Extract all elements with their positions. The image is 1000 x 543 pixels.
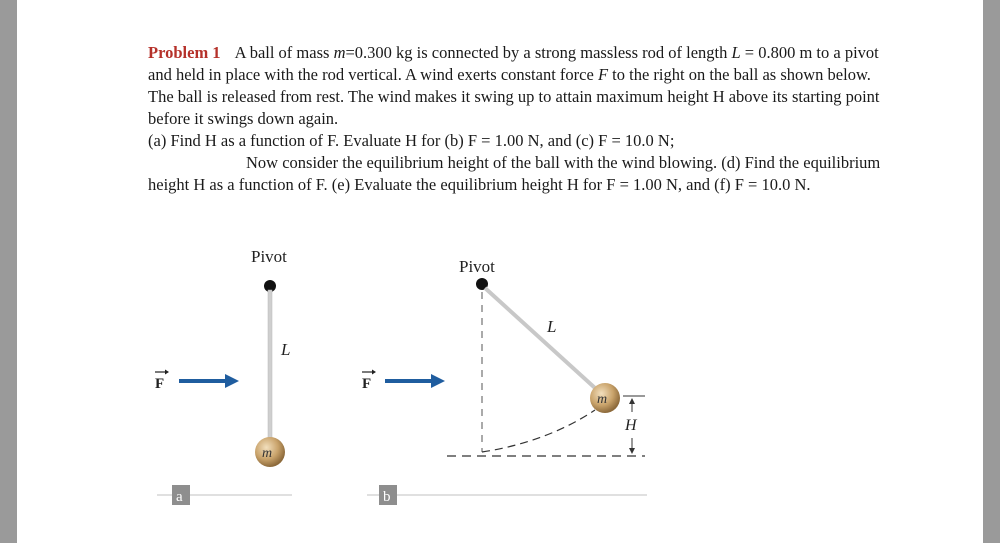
pendulum-figure bbox=[17, 230, 983, 530]
force-label-b: F bbox=[362, 376, 372, 392]
problem-paragraph bbox=[148, 42, 883, 130]
panel-tag-a: a bbox=[176, 489, 183, 505]
force-arrow-a bbox=[155, 370, 239, 393]
problem-intro: A ball of mass bbox=[234, 43, 334, 62]
mass-label-a: m bbox=[262, 446, 273, 461]
length-symbol: L bbox=[731, 43, 741, 62]
panel-a bbox=[155, 247, 292, 505]
parts-abc: (a) Find H as a function of F. Evaluate H for (b) F = 1.00 N, and (c) F = 10.0 N; bbox=[148, 131, 675, 150]
mass-value: =0.300 kg is connected by a strong massless rod of length bbox=[345, 43, 732, 62]
problem-rest: to the right on the ball as shown below. The ball is released from rest. The wind makes it swing up to attain maximum height H above its starting point before it swings down again. bbox=[148, 65, 880, 128]
force-arrow-b bbox=[362, 370, 445, 393]
parts-def-text: Now consider the equilibrium height of the ball with the wind blowing. (d) Find the equilibrium height H as a function of F. (e) Evaluate the equilibrium height H for F = 1.00 N, and (f) F = 10.0 N. bbox=[148, 153, 881, 194]
pivot-label-a: Pivot bbox=[251, 247, 287, 266]
force-symbol: F bbox=[597, 65, 609, 84]
swing-arc bbox=[482, 410, 595, 452]
parts-def bbox=[148, 152, 883, 196]
problem-statement bbox=[148, 42, 883, 196]
height-label: H bbox=[625, 417, 637, 434]
panel-b bbox=[362, 257, 647, 505]
rod-a bbox=[268, 290, 272, 440]
rod-label-a: L bbox=[281, 340, 291, 359]
length-equation: = 0.800 m to a pivot and held in place with the rod vertical. A wind exerts constant force bbox=[148, 43, 879, 84]
mass-label-b: m bbox=[597, 392, 608, 407]
panel-tag-b: b bbox=[383, 489, 391, 505]
force-label-a: F bbox=[155, 376, 165, 392]
document-page bbox=[17, 0, 983, 543]
height-indicator bbox=[623, 396, 645, 454]
rod-b bbox=[485, 288, 595, 388]
mass-symbol: m bbox=[333, 43, 346, 62]
rod-label-b: L bbox=[547, 317, 557, 336]
problem-label: Problem 1 bbox=[148, 43, 221, 62]
pivot-label-b: Pivot bbox=[459, 257, 495, 276]
